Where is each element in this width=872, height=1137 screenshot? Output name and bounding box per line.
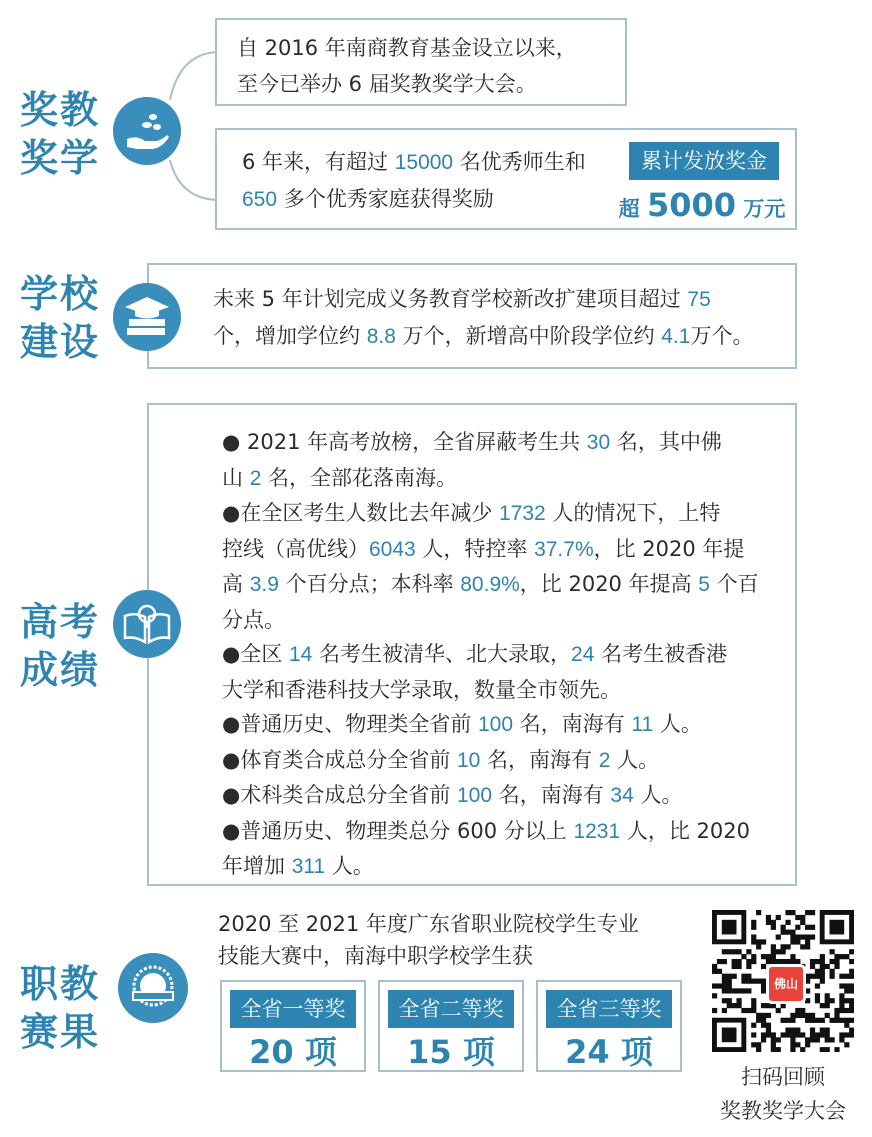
gaokao-stat-number: 1732 <box>499 502 546 525</box>
gaokao-text: 名考生被清华、北大录取， <box>312 642 572 666</box>
gaokao-text: 大学和香港科技大学录取，数量全市领先。 <box>222 677 621 702</box>
gaokao-text: ●普通历史、物理类全省前 <box>222 712 478 736</box>
gaokao-text: 名，南海有 <box>492 783 611 807</box>
foshan-logo-text: 佛山 <box>773 977 798 991</box>
gaokao-line <box>222 425 792 461</box>
gaokao-text: 年增加 <box>222 854 292 878</box>
gaokao-stat-number: 10 <box>457 748 481 772</box>
vocational-line2: 技能大赛中，南海中职学校学生获 <box>218 944 533 968</box>
award-second-count: 15 项 <box>407 1033 495 1071</box>
gaokao-text: 分点。 <box>222 607 285 632</box>
winners-line2 <box>242 181 586 218</box>
gaokao-text: 名，南海有 <box>513 712 632 736</box>
lightbulb-book-icon <box>113 590 181 658</box>
total-bonus-amount: 5000 <box>646 186 737 224</box>
winners-teachers-students-count: 15000 <box>394 151 454 174</box>
degrees-added-count: 8.8 <box>366 325 396 348</box>
construction-text: 未来 5 年计划完成义务教育学校新改扩建项目超过 <box>213 287 688 311</box>
gaokao-stat-number: 24 <box>571 643 595 666</box>
gaokao-line <box>222 778 792 814</box>
gaokao-stat-number: 2 <box>598 748 611 772</box>
qr-code[interactable] <box>712 910 854 1052</box>
gaokao-stat-number: 311 <box>291 855 326 878</box>
construction-projects-count: 75 <box>687 288 711 311</box>
vocational-line1: 2020 至 2021 年度广东省职业院校学生专业 <box>218 912 639 936</box>
gaokao-text: ●在全区考生人数比去年减少 <box>222 501 499 525</box>
scholarship-history-line1: 自 2016 年南商教育基金设立以来， <box>237 36 577 60</box>
section-title-scholarship: 奖教 奖学 <box>20 88 101 180</box>
award-badge-icon <box>118 953 188 1023</box>
gaokao-text: 人。 <box>633 783 683 807</box>
award-first-prize <box>220 980 366 1072</box>
section-title-construction: 学校 建设 <box>20 272 101 364</box>
gaokao-text: 名，全部花落南海。 <box>261 465 458 490</box>
gaokao-text: 个百 <box>709 572 759 596</box>
gaokao-stat-number: 2 <box>249 466 262 490</box>
construction-text: 万个。 <box>690 324 754 348</box>
foshan-logo <box>766 964 806 1004</box>
gaokao-text: ●体育类合成总分全省前 <box>222 747 457 772</box>
gaokao-line <box>222 707 792 743</box>
gaokao-text: 控线（高优线） <box>222 536 369 561</box>
gaokao-line <box>222 496 792 532</box>
gaokao-stat-number: 14 <box>289 643 313 666</box>
award-first-label: 全省一等奖 <box>230 990 356 1028</box>
award-third-prize <box>536 980 682 1072</box>
gaokao-text: 个百分点；本科率 <box>278 572 461 596</box>
gaokao-text: ●全区 <box>222 642 289 666</box>
gaokao-text: 人。 <box>325 854 374 878</box>
vocational-intro <box>218 908 639 972</box>
total-bonus-unit: 万元 <box>736 197 786 221</box>
gaokao-text: 山 <box>222 465 250 490</box>
gaokao-text: 人，比 2020 <box>620 818 750 843</box>
gaokao-stat-number: 37.7% <box>534 537 594 561</box>
total-bonus-value <box>617 186 787 224</box>
gaokao-text: 高 <box>222 572 250 596</box>
gaokao-line <box>222 849 792 885</box>
construction-box <box>147 263 797 369</box>
winners-text: 6 年来，有超过 <box>242 150 395 174</box>
construction-text: 个，增加学位约 <box>213 324 367 348</box>
scholarship-winners-box <box>215 128 797 230</box>
high-school-degrees-count: 4.1 <box>661 325 691 348</box>
gaokao-text: ●普通历史、物理类总分 600 分以上 <box>222 818 574 843</box>
qr-caption <box>700 1060 866 1128</box>
gaokao-line <box>222 673 792 708</box>
winners-text: 多个优秀家庭获得奖励 <box>277 187 494 211</box>
gaokao-stat-number: 100 <box>478 713 514 736</box>
award-second-label: 全省二等奖 <box>388 990 514 1028</box>
gaokao-stat-number: 3.9 <box>249 573 279 596</box>
gaokao-stat-number: 30 <box>586 431 611 454</box>
gaokao-line <box>222 603 792 638</box>
gaokao-text: 名考生被香港 <box>594 642 728 666</box>
section-title-gaokao: 高考 成绩 <box>20 600 101 692</box>
construction-line2 <box>213 318 753 355</box>
gaokao-text: ● 2021 年高考放榜，全省屏蔽考生共 <box>222 430 587 454</box>
gaokao-text: 人，特控率 <box>415 536 535 561</box>
hand-coins-icon <box>113 97 181 165</box>
gaokao-line <box>222 637 792 673</box>
gaokao-text: 人的情况下，上特 <box>545 501 721 525</box>
gaokao-stat-number: 6043 <box>369 537 416 561</box>
gaokao-line <box>222 814 792 850</box>
section-title-vocational: 职教 赛果 <box>20 962 101 1054</box>
gaokao-stat-number: 5 <box>698 573 710 596</box>
award-second-prize <box>378 980 524 1072</box>
construction-line1 <box>213 281 753 318</box>
gaokao-text: ，比 2020 年提 <box>593 536 745 561</box>
qr-caption-line2: 奖教奖学大会 <box>720 1099 846 1123</box>
gaokao-results-text <box>222 425 792 885</box>
total-bonus-tag: 累计发放奖金 <box>629 142 779 180</box>
total-bonus-prefix: 超 <box>618 197 647 221</box>
gaokao-text: ，比 2020 年提高 <box>519 572 699 596</box>
gaokao-stat-number: 1231 <box>573 819 621 843</box>
gaokao-line <box>222 532 792 568</box>
graduation-cap-icon <box>113 283 181 351</box>
gaokao-text: 人。 <box>610 747 660 772</box>
scholarship-history-box <box>215 18 627 106</box>
award-third-count: 24 项 <box>565 1033 653 1071</box>
winners-line1 <box>242 144 586 181</box>
gaokao-stat-number: 80.9% <box>460 573 520 596</box>
gaokao-stat-number: 34 <box>610 784 634 807</box>
gaokao-text: 人。 <box>653 712 702 736</box>
winners-families-count: 650 <box>242 188 278 211</box>
winners-text: 名优秀师生和 <box>453 150 586 174</box>
gaokao-line <box>222 567 792 603</box>
award-first-count: 20 项 <box>249 1033 337 1071</box>
gaokao-stat-number: 11 <box>631 713 654 736</box>
gaokao-stat-number: 100 <box>457 784 493 807</box>
gaokao-text: 名，其中佛 <box>610 430 722 454</box>
construction-text: 万个，新增高中阶段学位约 <box>395 324 662 348</box>
scholarship-history-line2: 至今已举办 6 届奖教奖学大会。 <box>237 72 537 96</box>
award-third-label: 全省三等奖 <box>546 990 672 1028</box>
gaokao-text: 名，南海有 <box>480 747 599 772</box>
qr-caption-line1: 扫码回顾 <box>741 1065 825 1089</box>
gaokao-line <box>222 743 792 779</box>
gaokao-text: ●术科类合成总分全省前 <box>222 783 457 807</box>
gaokao-line <box>222 461 792 497</box>
